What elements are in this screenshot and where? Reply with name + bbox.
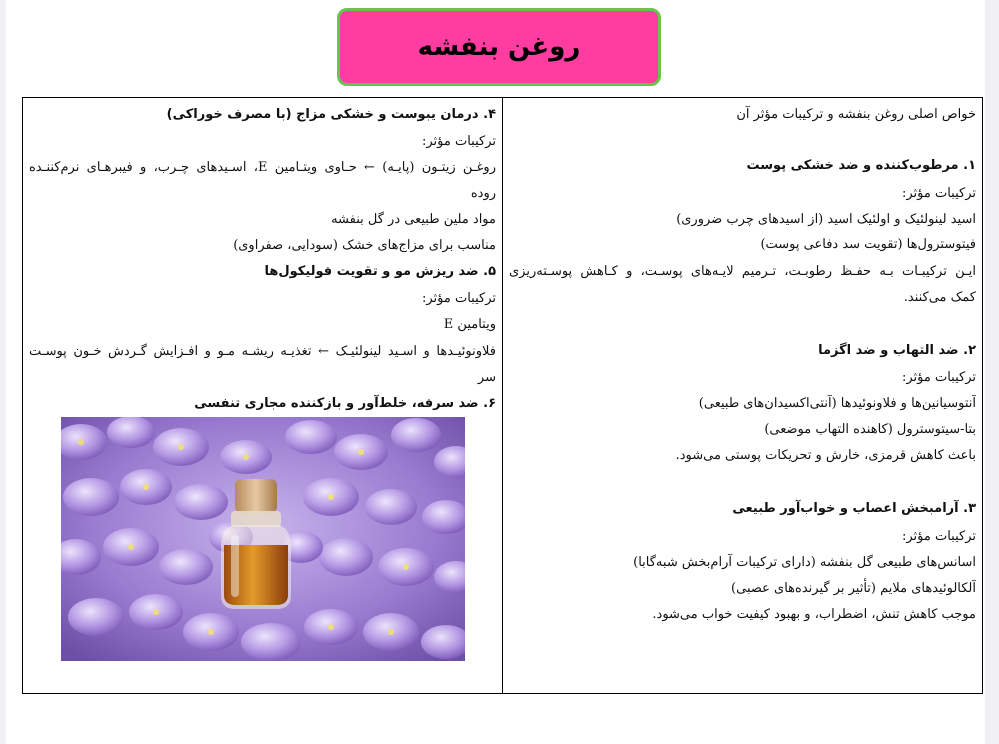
right-column: [502, 98, 982, 693]
section-5-line: ویتامین E: [443, 317, 496, 332]
section-4-label: ترکیبات مؤثر:: [421, 134, 496, 149]
section-4-line: روده: [470, 186, 496, 201]
section-1-line: ایـن ترکیبـات بـه حفـظ رطوبـت، تـرمیم لایـه‌های پوسـت، و کـاهش پوسـته‌ریزی: [509, 264, 976, 279]
section-5-heading: ۵. ضد ریزش مو و تقویت فولیکول‌ها: [264, 264, 496, 279]
section-1-line: فیتوسترول‌ها (تقویت سد دفاعی پوست): [760, 237, 976, 252]
violet-oil-bottle-photo: [61, 417, 465, 661]
section-1-heading: ۱. مرطوب‌کننده و ضد خشکی پوست: [746, 158, 976, 173]
section-2-heading: ۲. ضد التهاب و ضد اگزما: [818, 343, 976, 358]
content-table: [22, 97, 983, 694]
section-4-heading: ۴. درمان یبوست و خشکی مزاج (با مصرف خوراکی): [166, 107, 496, 122]
section-1-line: اسید لینولئیک و اولئیک اسید (از اسیدهای چرب ضروری): [676, 212, 976, 227]
violet-oil-photo: [61, 417, 465, 661]
section-4-line: روغـن زیتـون (پایـه) ← حـاوی ویتـامین E، اسـیدهای چـرب، و فیبرهـای نرم‌کننـده: [29, 160, 496, 175]
section-2-line: آنتوسیانین‌ها و فلاونوئیدها (آنتی‌اکسیدان‌های طبیعی): [698, 396, 976, 411]
section-1-label: ترکیبات مؤثر:: [901, 186, 976, 201]
page-title: روغن بنفشه: [417, 32, 581, 62]
section-5-line: سر: [477, 370, 496, 385]
left-column: [23, 98, 502, 693]
section-3-line: اسانس‌های طبیعی گل بنفشه (دارای ترکیبات آرام‌بخش شبه‌گابا): [633, 555, 976, 570]
section-5-line: فلاونوئیـدها و اسـید لینولئیـک ← تغذیـه ریشـه مـو و افـزایش گـردش خـون پوسـت: [29, 344, 496, 359]
section-4-line: مواد ملین طبیعی در گل بنفشه: [331, 212, 496, 227]
section-3-line: موجب کاهش تنش، اضطراب، و بهبود کیفیت خواب می‌شود.: [652, 607, 976, 622]
section-3-heading: ۳. آرامبخش اعصاب و خواب‌آور طبیعی: [732, 501, 976, 516]
page-edge-right: [985, 0, 999, 744]
section-1-line: کمک می‌کنند.: [903, 290, 976, 305]
intro-text: خواص اصلی روغن بنفشه و ترکیبات مؤثر آن: [736, 107, 976, 122]
section-3-label: ترکیبات مؤثر:: [901, 529, 976, 544]
section-2-line: باعث کاهش قرمزی، خارش و تحریکات پوستی می‌شود.: [675, 448, 976, 463]
section-2-label: ترکیبات مؤثر:: [901, 370, 976, 385]
section-3-line: آلکالوئیدهای ملایم (تأثیر بر گیرنده‌های عصبی): [731, 581, 976, 596]
section-5-label: ترکیبات مؤثر:: [421, 291, 496, 306]
page-edge-left: [0, 0, 6, 744]
title-banner: [337, 8, 661, 86]
section-6-heading: ۶. ضد سرفه، خلط‌آور و بازکننده مجاری تنفسی: [194, 396, 496, 411]
section-4-line: مناسب برای مزاج‌های خشک (سودایی، صفراوی): [233, 238, 496, 253]
section-2-line: بتا-سیتوسترول (کاهنده التهاب موضعی): [764, 422, 976, 437]
